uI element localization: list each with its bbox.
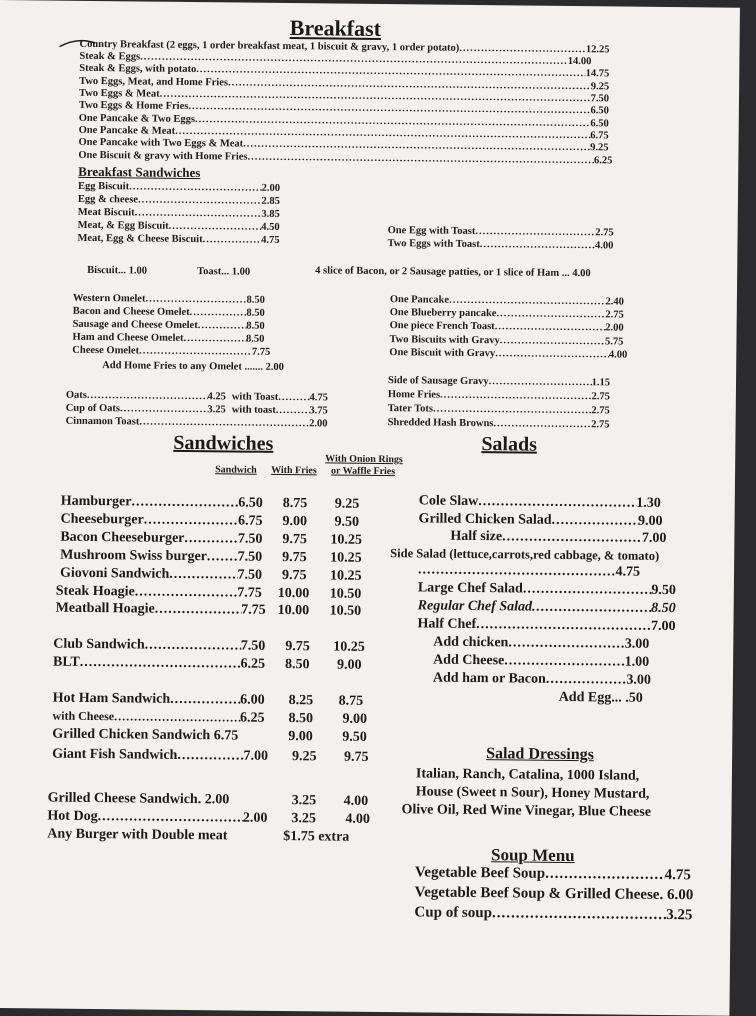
dressings-title: Salad Dressings: [486, 745, 594, 764]
side-item: Home Fries ..... 2.75: [388, 389, 610, 402]
soup-item: Cup of soup ..... 3.25: [414, 904, 692, 924]
pancake-item: One Pancake ..... 2.40: [390, 294, 624, 307]
biscuit-price: Biscuit... 1.00: [87, 264, 148, 277]
breakfast-sandwich-item: Two Eggs with Toast ..... 4.00: [387, 238, 613, 251]
soup-item: Vegetable Beef Soup & Grilled Cheese. 6.00: [414, 884, 694, 904]
sandwich-row: Steak Hoagie ..... 7.75 10.00 10.50: [56, 584, 372, 603]
sandwich-row: Grilled Chicken Sandwich 6.75 9.00 9.50: [52, 726, 367, 745]
sandwich-row: Giant Fish Sandwich ..... 7.00 9.25 9.75: [52, 747, 374, 766]
omelet-note: Add Home Fries to any Omelet ....... 2.00: [102, 360, 284, 373]
omelet-item: Western Omelet ..... 8.50: [73, 293, 265, 306]
sandwich-row: Meatball Hoagie ..... 7.75 10.00 10.50: [56, 601, 372, 620]
pancake-item: One piece French Toast ..... 2.00: [390, 320, 624, 333]
breakfast-item: Steak & Eggs ..... 14.00: [79, 51, 591, 67]
sandwich-row: Hot Ham Sandwich ..... 6.00 8.25 8.75: [53, 691, 375, 710]
sandwich-col-header-waffle: or Waffle Fries: [331, 465, 396, 478]
soup-item: Vegetable Beef Soup ..... 4.75: [415, 864, 691, 884]
breakfast-title: Breakfast: [289, 15, 382, 41]
salad-addon: Add chicken ..... 3.00: [433, 635, 649, 653]
salad-item: Regular Chef Salad ..... 8.50: [418, 598, 676, 617]
sandwich-row: Giovoni Sandwich ..... 7.50 9.75 10.25: [60, 566, 372, 585]
breakfast-item: One Biscuit & gravy with Home Fries ..... 6.25: [78, 150, 612, 167]
bacon-price: 4 slice of Bacon, or 2 Sausage patties, or 1 slice of Ham ... 4.00: [315, 265, 591, 280]
oats-item: Cup of Oats ..... 3.25: [66, 403, 226, 416]
sandwich-col-header-sandwich: Sandwich: [215, 464, 257, 476]
breakfast-item: Country Breakfast (2 eggs, 1 order breakfast meat, 1 biscuit & gravy, 1 order potato) ..... 12.25: [79, 39, 609, 56]
breakfast-sandwich-item: Meat Biscuit ..... 3.85: [78, 207, 280, 220]
salad-item: Half Chef ..... 7.00: [417, 616, 675, 635]
oats-with-toast: with toast ..... 3.75: [232, 404, 328, 416]
omelet-item: Cheese Omelet ..... 7.75: [72, 345, 270, 358]
sandwich-row: Club Sandwich ..... 7.50 9.75 10.25: [53, 637, 373, 656]
oats-item: Cinnamon Toast ..... 2.00: [66, 416, 328, 430]
pancake-item: One Blueberry pancake ..... 2.75: [390, 307, 624, 320]
soup-title: Soup Menu: [490, 845, 575, 866]
side-item: Side of Sausage Gravy ..... 1.15: [388, 375, 610, 388]
breakfast-sandwich-item: Egg & cheese ..... 2.85: [78, 194, 280, 207]
dressings-line: House (Sweet n Sour), Honey Mustard,: [415, 784, 650, 802]
breakfast-sandwiches-title: Breakfast Sandwiches: [78, 163, 201, 181]
oats-with-toast: with Toast ..... 4.75: [232, 391, 328, 403]
breakfast-item: One Pancake with Two Eggs & Meat ..... 9.25: [78, 137, 608, 154]
sandwich-row: BLT ..... 6.25 8.50 9.00: [53, 655, 373, 674]
sandwich-col-header-fries: With Fries: [271, 464, 317, 477]
pancake-item: One Biscuit with Gravy ..... 4.00: [389, 347, 627, 360]
breakfast-sandwich-item: Meat, Egg & Cheese Biscuit ..... 4.75: [77, 233, 279, 246]
sandwich-row: Grilled Cheese Sandwich. 2.00 3.25 4.00: [47, 790, 369, 809]
pancake-item: Two Biscuits with Gravy ..... 5.75: [389, 334, 623, 347]
sandwich-row: Cheeseburger ..... 6.75 9.00 9.50: [60, 512, 372, 531]
salad-addon: Add Cheese ..... 1.00: [433, 653, 649, 671]
salad-item: Grilled Chicken Salad ..... 9.00: [419, 511, 663, 530]
sandwich-row: Bacon Cheeseburger ..... 7.50 9.75 10.25: [60, 530, 372, 549]
breakfast-sandwich-item: Egg Biscuit ..... 2.00: [78, 181, 280, 194]
side-item: Shredded Hash Browns ..... 2.75: [388, 417, 610, 430]
salad-item: Half size ..... 7.00: [450, 529, 666, 547]
salad-addon: Add ham or Bacon ..... 3.00: [433, 671, 651, 689]
sandwich-row: Hot Dog ..... 2.00 3.25 4.00: [47, 809, 377, 828]
breakfast-sandwich-item: Meat, & Egg Biscuit ..... 4.50: [78, 220, 280, 233]
breakfast-item: Two Eggs, Meat, and Home Fries ..... 9.25: [79, 76, 609, 93]
sandwich-col-header-with: With Onion Rings: [325, 453, 403, 466]
sandwiches-title: Sandwiches: [173, 431, 274, 455]
salad-item: Large Chef Salad ..... 9.50: [418, 580, 676, 599]
breakfast-item: One Pancake & Meat ..... 6.75: [79, 125, 609, 142]
sandwich-row: with Cheese ..... 6.25 8.50 9.00: [52, 709, 374, 728]
dressings-line: Italian, Ranch, Catalina, 1000 Island,: [415, 766, 640, 784]
omelet-item: Sausage and Cheese Omelet ..... 8.50: [73, 319, 265, 332]
salad-add-egg: Add Egg... .50: [558, 689, 643, 706]
breakfast-item: Steak & Eggs, with potato ..... 14.75: [79, 63, 609, 80]
omelet-item: Bacon and Cheese Omelet ..... 8.50: [73, 306, 265, 319]
breakfast-sandwich-item: One Egg with Toast ..... 2.75: [388, 225, 614, 238]
side-item: Tater Tots ..... 2.75: [388, 403, 610, 416]
side-salad-price: ..... 4.75: [418, 562, 640, 580]
sandwich-row: Mushroom Swiss burger ..... 7.50 9.75 10.25: [60, 548, 372, 567]
salad-item: Cole Slaw ..... 1.30: [419, 493, 661, 512]
breakfast-item: Two Eggs & Home Fries ..... 6.50: [79, 100, 609, 117]
omelet-item: Ham and Cheese Omelet ..... 8.50: [72, 332, 264, 345]
oats-item: Oats ..... 4.25: [66, 390, 226, 403]
breakfast-item: Two Eggs & Meat ..... 7.50: [79, 88, 609, 105]
side-salad-name: Side Salad (lettuce,carrots,red cabbage, & tomato): [390, 546, 660, 563]
sandwich-row: Hamburger ..... 6.50 8.75 9.25: [61, 494, 373, 513]
dressings-line: Olive Oil, Red Wine Vinegar, Blue Cheese: [401, 802, 652, 820]
double-meat-line: Any Burger with Double meat $1.75 extra: [47, 826, 350, 845]
breakfast-item: One Pancake & Two Eggs ..... 6.50: [79, 113, 609, 130]
toast-price: Toast... 1.00: [197, 266, 251, 278]
salads-title: Salads: [481, 433, 538, 456]
